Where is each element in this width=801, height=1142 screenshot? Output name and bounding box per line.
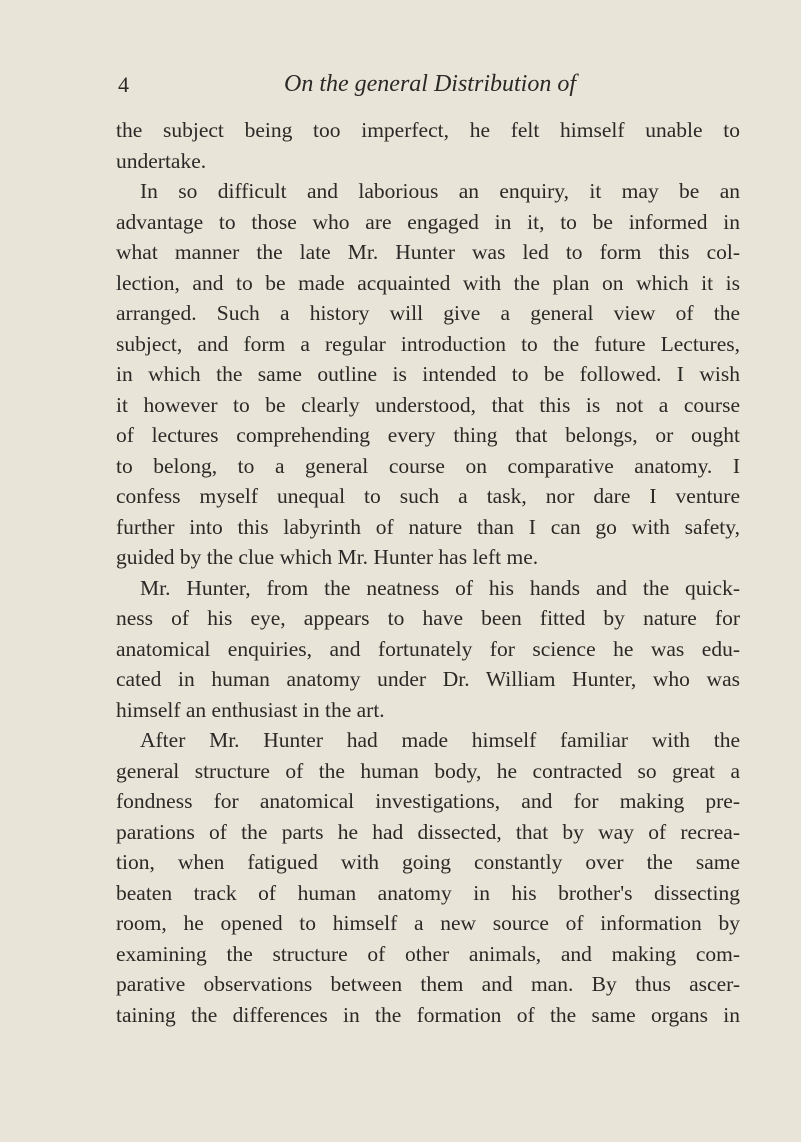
text-line: parations of the parts he had dissected, that by way of recrea- — [116, 819, 740, 844]
text-line: ness of his eye, appears to have been fitted by nature for — [116, 606, 740, 630]
text-line: in which the same outline is intended to be followed. I wish — [116, 362, 740, 386]
text-line: confess myself unequal to such a task, nor dare I venture — [116, 484, 740, 508]
text-line: arranged. Such a history will give a general view of the — [116, 301, 740, 325]
text-line: room, he opened to himself a new source of information by — [116, 911, 740, 935]
text-line: lection, and to be made acquainted with the plan on which it is — [116, 270, 740, 295]
text-line: undertake. — [116, 148, 207, 173]
text-line: examining the structure of other animals, and making com- — [116, 941, 740, 966]
text-line: fondness for anatomical investigations, and for making pre- — [116, 789, 740, 813]
text-line: general structure of the human body, he contracted so great a — [116, 758, 740, 783]
text-line: subject, and form a regular introduction to the future Lectures, — [116, 331, 740, 356]
text-line: advantage to those who are engaged in it, to be informed in — [116, 209, 740, 234]
text-line: tion, when fatigued with going constantly over the same — [116, 850, 740, 874]
running-title: On the general Distribution of — [284, 71, 576, 97]
text-line: beaten track of human anatomy in his brother's dissecting — [116, 880, 740, 905]
text-line: further into this labyrinth of nature than I can go with safety, — [116, 514, 740, 539]
page-number: 4 — [118, 72, 129, 97]
text-line: Mr. Hunter, from the neatness of his hands and the quick- — [140, 575, 740, 600]
text-line: of lectures comprehending every thing that belongs, or ought — [116, 423, 740, 447]
text-line: himself an enthusiast in the art. — [116, 697, 385, 722]
text-line: In so difficult and laborious an enquiry, it may be an — [140, 179, 740, 203]
text-line: cated in human anatomy under Dr. William Hunter, who was — [116, 667, 740, 691]
running-head — [118, 66, 738, 100]
text-line: the subject being too imperfect, he felt himself unable to — [116, 118, 740, 142]
text-line: taining the differences in the formation of the same organs in — [116, 1002, 740, 1027]
body-text — [116, 115, 740, 1030]
text-line: it however to be clearly understood, that this is not a course — [116, 392, 740, 417]
text-line: After Mr. Hunter had made himself familiar with the — [140, 728, 740, 752]
text-line: to belong, to a general course on comparative anatomy. I — [116, 453, 740, 478]
text-line: guided by the clue which Mr. Hunter has left me. — [116, 545, 539, 569]
text-line: anatomical enquiries, and fortunately for science he was edu- — [116, 636, 740, 661]
text-line: parative observations between them and man. By thus ascer- — [116, 972, 740, 996]
text-line: what manner the late Mr. Hunter was led to form this col- — [116, 240, 740, 264]
